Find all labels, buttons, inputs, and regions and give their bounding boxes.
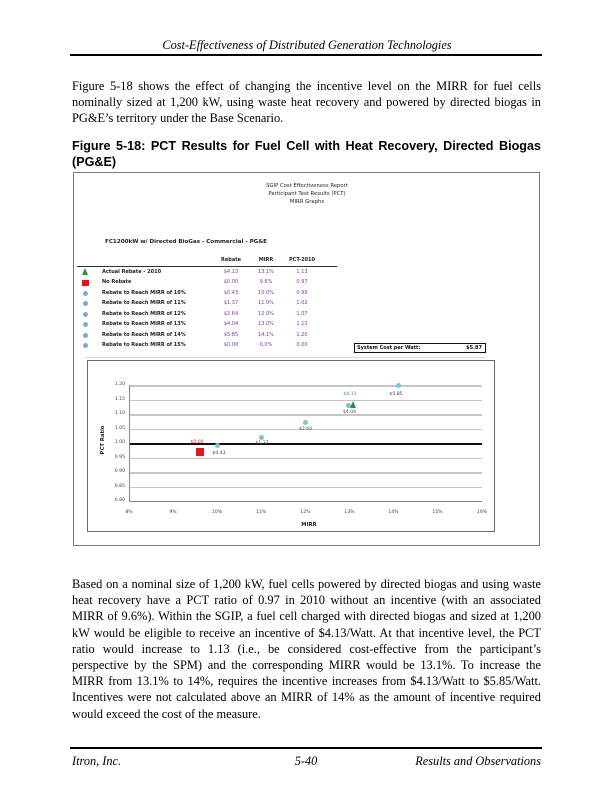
intro-paragraph: Figure 5-18 shows the effect of changing the incentive level on the MIRR for fuel cells nominally sized at 1,200 kW, using waste heat recovery and powered by directed biogas in PG&E’s territory under the Base Scenario. [72,79,541,126]
x-axis-line [129,501,482,502]
table-row [77,330,337,341]
actual-rebate-triangle-marker [350,401,356,408]
report-title-line-3: MIRR Graphs [289,199,325,205]
gridline-1-10 [129,414,482,416]
row-label: Rebate to Reach MIRR of 12% [102,310,186,317]
mirr-value: 11.0% [258,300,274,306]
rebate-value: $1.37 [223,300,239,306]
report-title-line-1: SGIP Cost Effectiveness Report [266,183,348,189]
column-header-rebate: Rebate [221,257,241,263]
row-label: Rebate to Reach MIRR of 14% [102,331,186,338]
table-row [77,278,337,289]
mirr-value: 12.0% [258,310,274,317]
pct-value: 0.99 [296,289,308,296]
x-tick-label: 16% [476,510,488,515]
rebate-value: $4.13 [223,268,239,275]
red-square-icon [82,280,89,286]
mirr-11-dot-marker [259,435,264,440]
pct-value: 1.07 [296,310,308,317]
gridline-0-90 [129,472,482,474]
blue-dot-icon [83,322,88,327]
y-tick-label: 1.20 [114,382,125,387]
row-label: No Rebate [102,279,132,285]
row-label: Rebate to Reach MIRR of 13% [102,321,186,327]
table-row [77,299,337,310]
blue-dot-icon [83,333,88,338]
analysis-paragraph: Based on a nominal size of 1,200 kW, fuel cells powered by directed biogas and using waste heat recovery have a PCT ratio of 0.97 in 2010 without an incentive (with an associated MIRR of 9.6%). Within the SGIP, a fuel cell charged with directed biogas and sized at 1,200 kW would be eligible to receive an incentive of $4.13/Watt. At that incentive level, the PCT ratio would increase to 1.13 (i.e., be considered cost-effective from the participant’s perspective by the SPM) and the corresponding MIRR would be 13.1%. To increase the MIRR from 13.1% to 14%, requires the incentive increases from $4.13/Watt to $5.85/Watt. Incentives were not calculated above an MIRR of 14% as the amount of incentive required would exceed the cost of the measure. [72,577,541,721]
mirr-value: 0.0% [259,342,273,348]
sheet-divider [85,357,485,358]
pct-value: 1.13 [296,321,308,327]
rebate-value: $5.85 [223,331,239,338]
rebate-value: $2.64 [223,310,239,317]
mirr-value: 10.0% [258,289,274,296]
data-label-mirr-12: $2.64 [298,427,313,432]
row-label: Rebate to Reach MIRR of 10% [102,289,186,296]
data-label-mirr-14: $5.85 [389,392,403,397]
table-header [77,256,337,267]
x-tick-label: 9% [169,510,177,515]
y-tick-label: 1.10 [114,411,125,416]
y-tick-label: 0.80 [114,498,125,503]
green-triangle-icon [82,268,88,275]
x-tick-label: 13% [344,510,355,515]
figure-caption: Figure 5-18: PCT Results for Fuel Cell with Heat Recovery, Directed Biogas (PG&E) [72,139,541,169]
footer-company: Itron, Inc. [72,754,122,768]
rebate-value: $4.04 [223,321,239,327]
header-rule [70,54,542,56]
x-tick-label: 14% [388,510,399,515]
data-label-mirr-10: $0.43 [212,451,226,456]
y-tick-label: 1.05 [114,425,125,431]
table-row [77,288,337,299]
x-tick-label: 12% [300,510,311,515]
data-label-actual-rebate: $4.13 [343,392,357,397]
pct-mirr-chart [87,360,495,532]
gridline-0-95 [129,458,482,460]
mirr-10-dot-marker [215,443,220,448]
footer-rule [70,747,542,749]
rebate-value: $0.00 [223,342,239,348]
system-cost-label: System Cost per Watt: [357,345,421,351]
gridline-0-85 [129,487,482,489]
x-tick-label: 8% [125,510,133,515]
rebate-value: $0.43 [223,289,239,296]
x-tick-label: 10% [211,510,223,515]
page-number: 5-40 [294,754,318,768]
mirr-value: 13.0% [258,321,274,327]
y-axis-title: PCT Ratio [100,425,106,455]
pct-value: 0.00 [296,342,308,348]
blue-dot-icon [83,301,88,306]
y-tick-label: 0.90 [114,469,125,474]
gridline-1-15 [129,400,482,402]
blue-dot-icon [83,343,88,348]
mirr-14-dot-marker [396,383,401,388]
footer-section: Results and Observations [415,754,541,768]
system-cost-value: $5.87 [466,345,482,351]
blue-dot-icon [83,312,88,317]
y-tick-label: 1.00 [114,440,125,445]
gridline-1-20 [129,385,482,387]
x-axis-title: MIRR [301,522,317,528]
y-tick-label: 1.15 [114,396,125,402]
y-tick-label: 0.85 [114,483,125,489]
y-tick-label: 0.95 [114,454,125,460]
table-row [77,320,337,331]
row-label: Rebate to Reach MIRR of 11% [102,300,186,306]
no-rebate-square-marker [196,448,204,456]
running-header: Cost-Effectiveness of Distributed Generation Technologies [162,38,452,52]
row-label: Rebate to Reach MIRR of 15% [102,342,186,348]
pct-value: 1.13 [296,268,308,275]
table-row [77,341,337,352]
mirr-value: 14.1% [258,331,274,338]
plot-area [100,382,488,528]
pct-value: 1.02 [296,300,308,306]
x-tick-label: 15% [432,510,443,515]
data-label-mirr-13: $4.04 [342,410,357,415]
y-axis-line [129,385,130,501]
sheet-title: FC1200kW w/ Directed BioGas - Commercial - PG&E [105,239,267,245]
table-row [77,309,337,320]
data-label-mirr-11: $1.37 [255,441,269,446]
report-title-line-2: Participant Test Results (PCT) [268,191,346,197]
column-header-pct: PCT-2010 [288,257,315,263]
report-title [222,182,392,206]
row-label: Actual Rebate - 2010 [102,268,162,275]
rebate-value: $0.00 [223,279,239,285]
mirr-12-dot-marker [303,420,308,425]
pct-value: 0.97 [296,279,308,285]
data-label-no-rebate: $0.00 [190,440,204,445]
pct-value: 1.20 [296,331,308,338]
mirr-value: 13.1% [258,268,274,275]
mirr-value: 9.6% [259,279,273,285]
blue-dot-icon [83,291,88,296]
system-cost-box [354,343,486,353]
column-header-mirr: MIRR [258,257,274,263]
table-row [77,267,337,278]
x-tick-label: 11% [255,510,267,515]
